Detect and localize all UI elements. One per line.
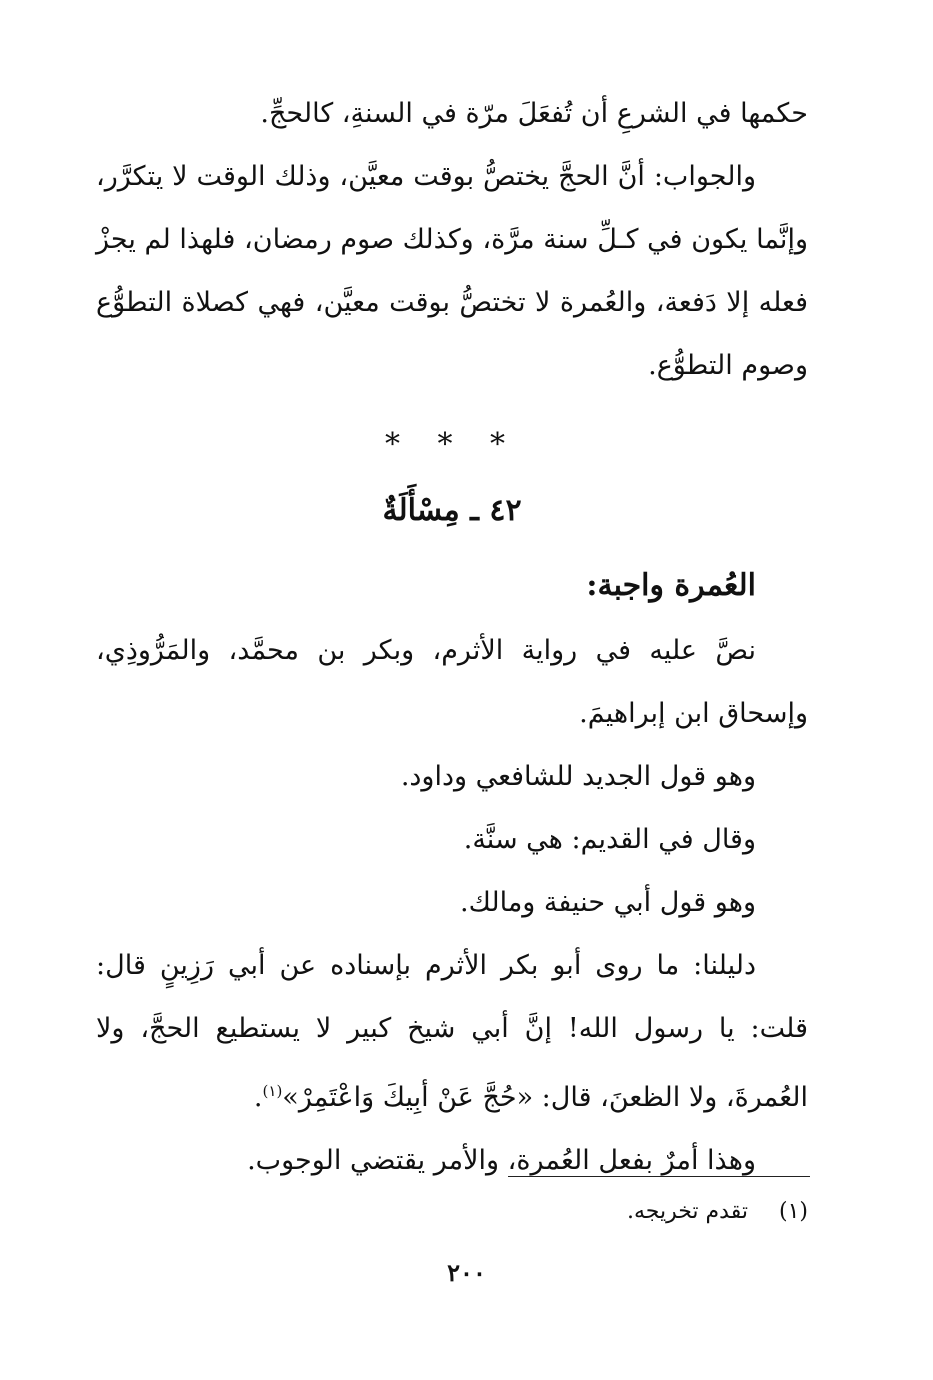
page-body: [96, 82, 808, 1192]
paragraph-old-view: وقال في القديم: هي سنَّة.: [463, 824, 756, 855]
page-number: ٢٠٠: [447, 1258, 486, 1287]
evidence-end: .: [253, 1082, 263, 1113]
section-heading: العُمرة واجبة:: [586, 568, 756, 603]
footnote-divider: [508, 1176, 810, 1177]
footnote: [627, 1192, 808, 1232]
paragraph-evidence: [96, 934, 808, 1129]
footnote-reference[interactable]: (١): [262, 1082, 283, 1100]
masala-title: [96, 481, 808, 541]
paragraph-answer: والجواب: أنَّ الحجَّ يختصُّ بوقت معيَّن، وذلك الوقت لا يتكرَّر، وإنَّما يكون في كـلِّ سنة مرَّة، وكذلك صوم رمضان، فلهذا لم يجزْ فعله إلا دَفعة، والعُمرة لا تختصُّ بوقت معيَّن، فهي كصلاة التطوُّع وصوم التطوُّع.: [96, 161, 808, 381]
evidence-text: دليلنا: ما روى أبو بكر الأثرم بإسناده عن أبي رَزِينٍ قال: قلت: يا رسول الله! إنَّ أبي شيخ كبير لا يستطيع الحجَّ، ولا العُمرةَ، ولا الظعنَ، قال: «حُجَّ عَنْ أبِيكَ وَاعْتَمِرْ»: [96, 950, 808, 1113]
paragraph-shafii: وهو قول الجديد للشافعي وداود.: [400, 761, 756, 792]
footnote-number: (١): [778, 1199, 808, 1224]
section-separator: * * *: [384, 427, 520, 462]
paragraph-ruling: حكمها في الشرعِ أن تُفعَلَ مرّة في السنةِ، كالحجِّ.: [260, 98, 808, 129]
masala-number: ٤٢ ـ: [470, 493, 522, 528]
footnote-text: تقدم تخريجه.: [626, 1199, 748, 1224]
masala-calligraphy: مِسْأَلَةٌ: [382, 493, 460, 528]
paragraph-conclusion: وهذا أمرٌ بفعل العُمرة، والأمر يقتضي الوجوب.: [247, 1145, 756, 1176]
paragraph-hanafi: وهو قول أبي حنيفة ومالك.: [460, 887, 756, 918]
paragraph-narrators: نصَّ عليه في رواية الأثرم، وبكر بن محمَّد، والمَرُّوذِي، وإسحاق ابن إبراهيمَ.: [96, 635, 808, 729]
